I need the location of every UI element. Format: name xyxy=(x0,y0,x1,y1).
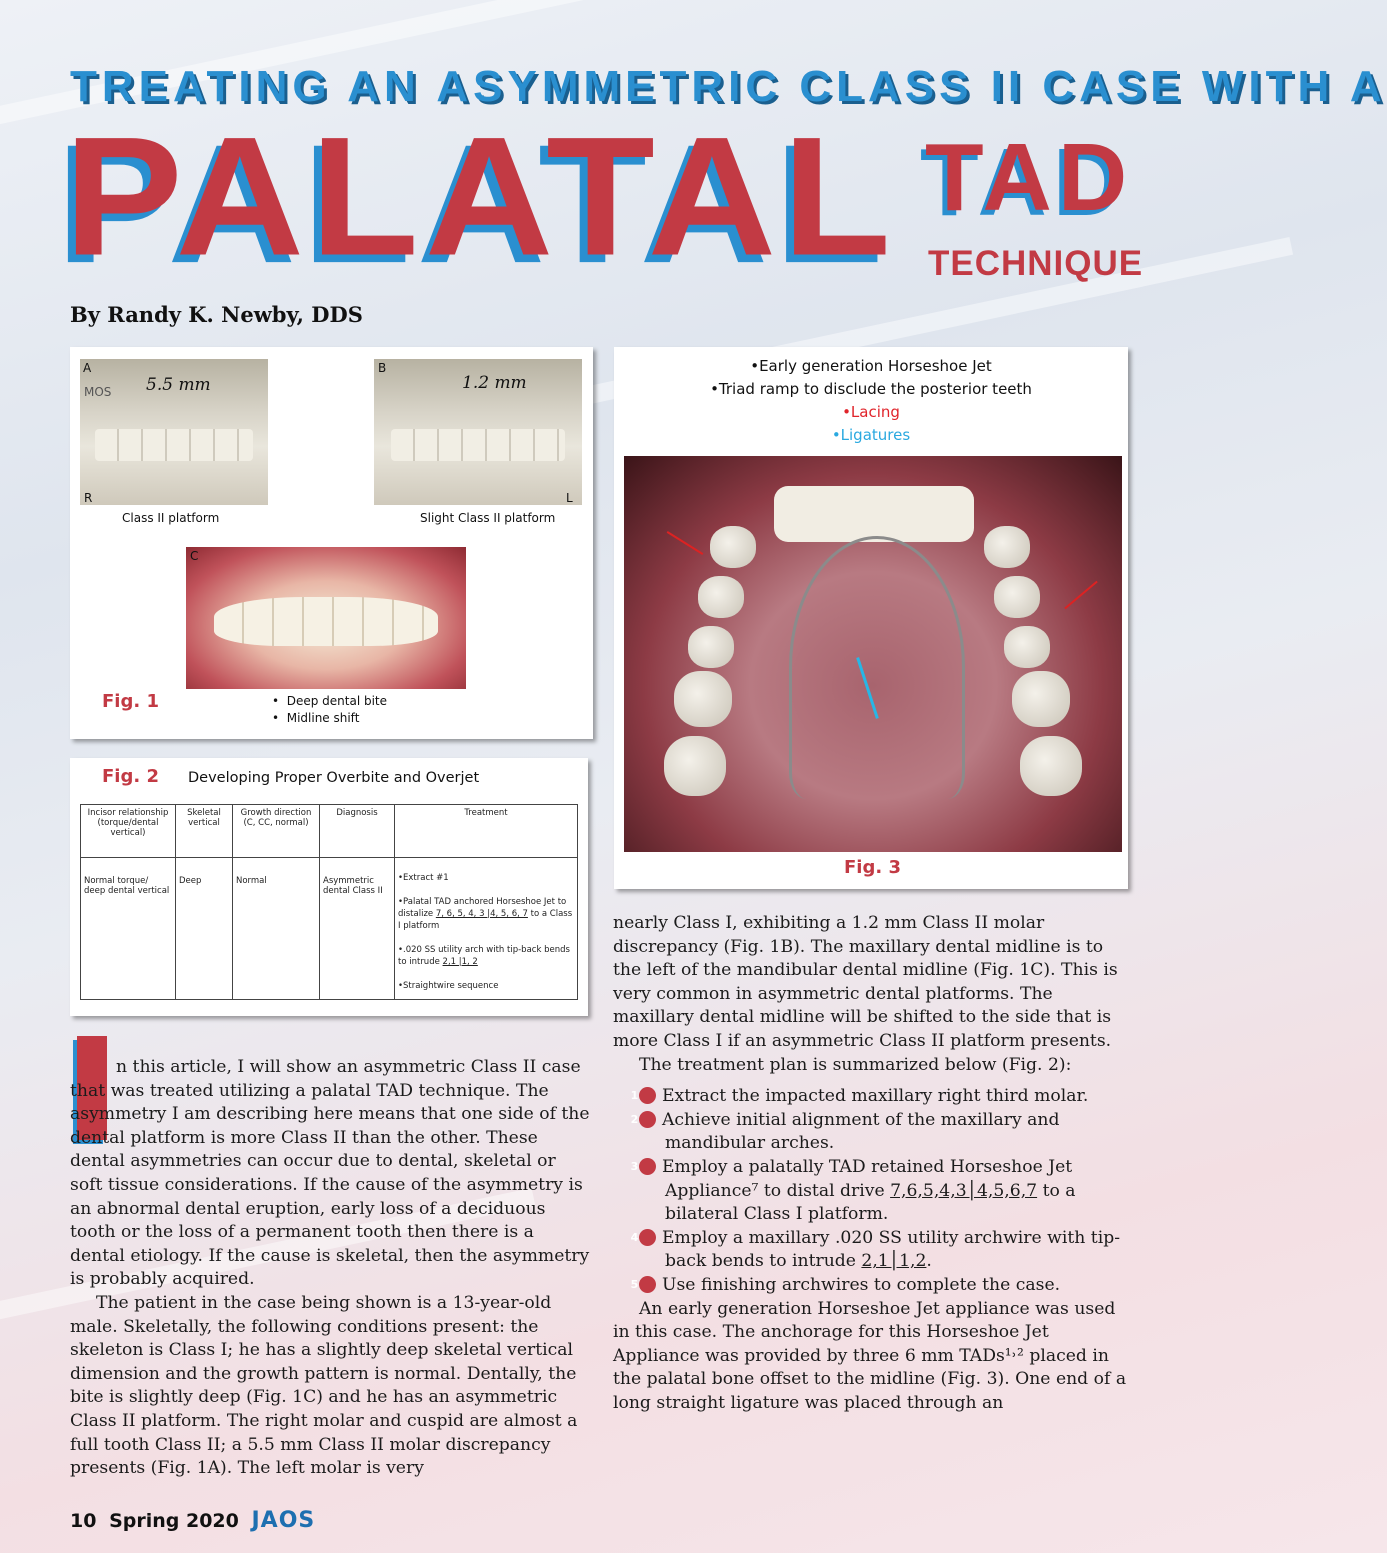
paragraph-continued: nearly Class I, exhibiting a 1.2 mm Class II molar discrepancy (Fig. 1B). The maxillary dental midline is to the left of the mandibular dental midline (Fig. 1C). This is very common in asymmetric dental platforms. The maxillary dental midline will be shifted to the side that is more Class I if an asymmetric Class II platform presents. xyxy=(613,913,1118,1051)
treatment-list xyxy=(613,1085,1129,1297)
cell-incisor: Normal torque/ deep dental vertical xyxy=(81,858,176,1000)
column-header: Diagnosis xyxy=(320,805,395,858)
headline-technique: TECHNIQUE xyxy=(928,244,1144,283)
treatment-line: •Extract #1 xyxy=(398,873,449,883)
paragraph-appliance: An early generation Horseshoe Jet appliance was used in this case. The anchorage for this Horseshoe Jet Appliance was provided by three 6 mm TADs¹˒² placed in the palatal bone offset to the midline (Fig. 3). One end of a long straight ligature was placed through an xyxy=(613,1298,1127,1413)
paragraph-patient: The patient in the case being shown is a 13-year-old male. Skeletally, the following conditions present: the skeleton is Class I; he has a slightly deep skeletal vertical dimension and the growth pattern is normal. Dentally, the bite is slightly deep (Fig. 1C) and he has an asymmetric Class II platform. The right molar and cuspid are almost a full tooth Class II; a 5.5 mm Class II molar discrepancy presents (Fig. 1A). The left molar is very xyxy=(70,1292,578,1479)
caption-slight-class-ii-platform: Slight Class II platform xyxy=(420,511,556,525)
page-number: 10 xyxy=(70,1510,97,1532)
mos-label: MOS xyxy=(84,385,112,399)
figure-2 xyxy=(70,758,588,1016)
fig3-line-ligatures: •Ligatures xyxy=(831,426,911,444)
byline: By Randy K. Newby, DDS xyxy=(70,302,363,327)
list-item: 1 Extract the impacted maxillary right third molar. xyxy=(630,1086,1089,1107)
page-footer xyxy=(70,1508,315,1533)
fig3-header-text xyxy=(614,355,1128,447)
fig2-table xyxy=(80,804,578,1000)
column-header: Growth direction (C, CC, normal) xyxy=(233,805,320,858)
paragraph-plan-intro: The treatment plan is summarized below (Fig. 2): xyxy=(639,1054,1072,1075)
fig1-label: Fig. 1 xyxy=(102,691,159,712)
fig3-line: •Triad ramp to disclude the posterior teeth xyxy=(710,380,1032,398)
headline-palatal: PALATAL xyxy=(64,101,897,291)
list-item: 4 Employ a maxillary .020 SS utility archwire with tip-back bends to intrude 2,1│1,2. xyxy=(630,1227,1121,1272)
bullet-item: • Midline shift xyxy=(272,711,360,725)
fig3-line-lacing: •Lacing xyxy=(842,403,900,421)
model-photo-a xyxy=(80,359,268,505)
article-column-right xyxy=(613,912,1129,1415)
palate-photo xyxy=(624,456,1122,852)
list-item: 3 Employ a palatally TAD retained Horseshoe Jet Appliance⁷ to distal drive 7,6,5,4,3│4,5,6,7 to a bilateral Class I platform. xyxy=(630,1156,1076,1225)
fig2-title: Developing Proper Overbite and Overjet xyxy=(188,770,480,786)
column-header: Skeletal vertical xyxy=(176,805,233,858)
figure-1 xyxy=(70,347,593,739)
table-header-row xyxy=(81,805,578,858)
fig3-line: •Early generation Horseshoe Jet xyxy=(750,357,992,375)
side-r-label: R xyxy=(84,491,93,505)
treatment-line: •.020 SS utility arch with tip-back bends to intrude 2,1 |1, 2 xyxy=(398,945,570,967)
panel-a-label: A xyxy=(83,361,92,375)
column-header: Treatment xyxy=(395,805,578,858)
cell-treatment xyxy=(395,858,578,1000)
cell-skeletal: Deep xyxy=(176,858,233,1000)
article-column-left xyxy=(70,1056,590,1481)
fig3-label: Fig. 3 xyxy=(844,857,901,878)
fig1-bullets xyxy=(272,693,387,727)
cell-growth: Normal xyxy=(233,858,320,1000)
journal-brand: JAOS xyxy=(251,1508,316,1533)
list-item: 2 Achieve initial alignment of the maxillary and mandibular arches. xyxy=(630,1109,1060,1154)
side-l-label: L xyxy=(566,491,573,505)
issue-date: Spring 2020 xyxy=(109,1510,239,1532)
handwritten-measure-a: 5.5 mm xyxy=(146,375,211,395)
column-header: Incisor relationship (torque/dental vertical) xyxy=(81,805,176,858)
model-photo-b xyxy=(374,359,582,505)
table-row xyxy=(81,858,578,1000)
headline-kicker: TREATING AN ASYMMETRIC CLASS II CASE WITH A xyxy=(70,62,1387,111)
paragraph-intro: n this article, I will show an asymmetric Class II case that was treated utilizing a palatal TAD technique. The asymmetry I am describing here means that one side of the dental platform is more Class II than the other. These dental asymmetries can occur due to dental, skeletal or soft tissue considerations. If the cause of the asymmetry is an abnormal dental eruption, early loss of a deciduous tooth or the loss of a permanent tooth then there is a dental etiology. If the cause is skeletal, then the asymmetry is probably acquired. xyxy=(70,1057,590,1290)
headline-tad: TAD xyxy=(925,124,1134,231)
cell-diagnosis: Asymmetric dental Class II xyxy=(320,858,395,1000)
fig2-label: Fig. 2 xyxy=(102,766,159,787)
treatment-line: •Straightwire sequence xyxy=(398,981,499,991)
panel-b-label: B xyxy=(378,361,387,375)
bullet-item: • Deep dental bite xyxy=(272,694,388,708)
handwritten-measure-b: 1.2 mm xyxy=(462,373,527,393)
panel-c-label: C xyxy=(190,549,199,563)
list-item: 5 Use finishing archwires to complete the case. xyxy=(630,1274,1061,1295)
smile-photo-c xyxy=(186,547,466,689)
treatment-line: •Palatal TAD anchored Horseshoe Jet to distalize 7, 6, 5, 4, 3 |4, 5, 6, 7 to a Class I platform xyxy=(398,897,573,931)
caption-class-ii-platform: Class II platform xyxy=(122,511,220,525)
